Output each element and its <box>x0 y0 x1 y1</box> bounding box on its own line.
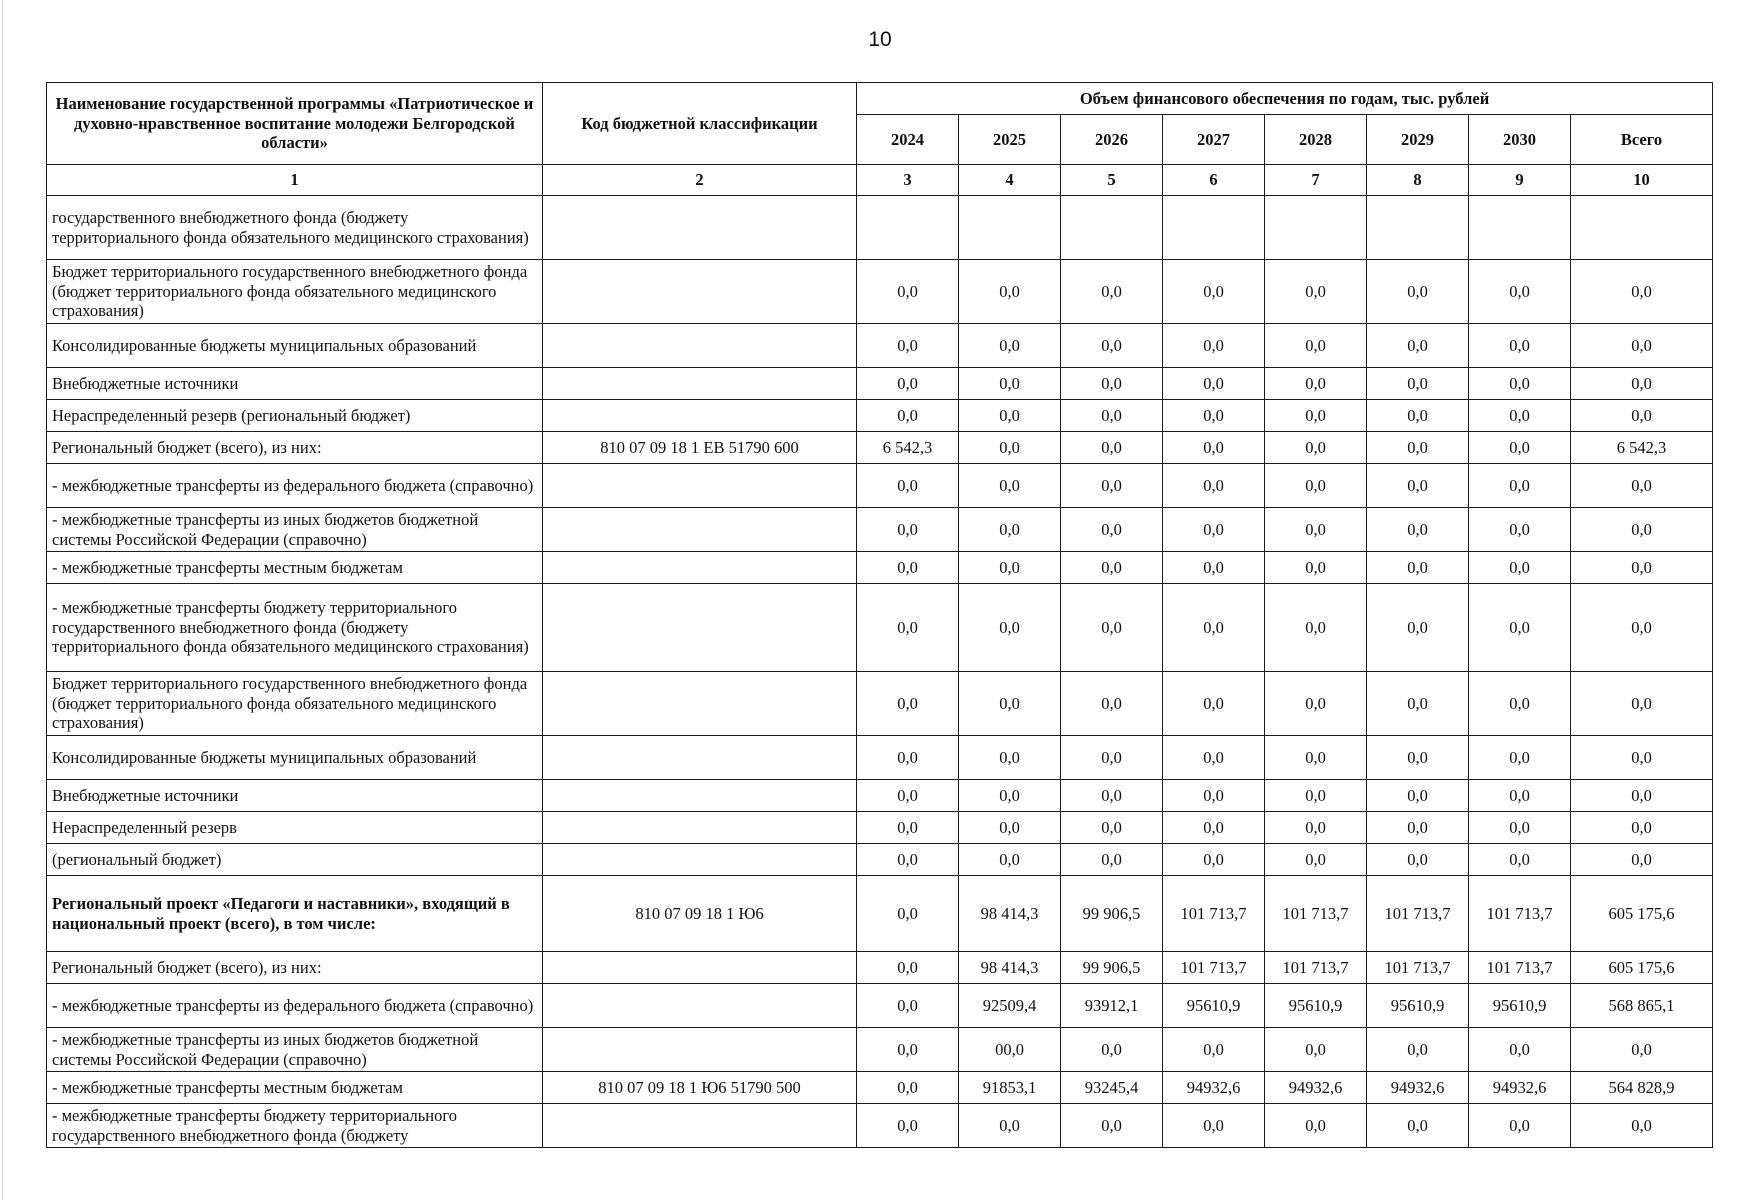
row-value-cell: 00,0 <box>959 1028 1061 1072</box>
row-value-cell: 0,0 <box>1469 464 1571 508</box>
row-value-cell: 94932,6 <box>1469 1072 1571 1104</box>
row-code-cell <box>543 780 857 812</box>
row-name-cell: - межбюджетные трансферты из федерального бюджета (справочно) <box>47 984 543 1028</box>
row-value-cell: 0,0 <box>1163 508 1265 552</box>
header-program-title: Наименование государственной программы «Патриотическое и духовно-нравственное воспитание молодежи Белгородской области» <box>47 83 543 165</box>
row-value-cell: 0,0 <box>857 736 959 780</box>
row-value-cell: 0,0 <box>857 812 959 844</box>
table-row <box>47 432 1713 464</box>
row-code-cell <box>543 812 857 844</box>
row-value-cell: 0,0 <box>1061 400 1163 432</box>
row-name-cell: Бюджет территориального государственного внебюджетного фонда (бюджет территориального фонда обязательного медицинского страхования) <box>47 260 543 324</box>
row-value-cell: 0,0 <box>959 672 1061 736</box>
header-year-cell: 2027 <box>1163 115 1265 165</box>
row-value-cell: 98 414,3 <box>959 876 1061 952</box>
row-value-cell: 0,0 <box>959 844 1061 876</box>
row-value-cell: 101 713,7 <box>1367 876 1469 952</box>
row-value-cell: 0,0 <box>1061 584 1163 672</box>
header-year-cell: 2029 <box>1367 115 1469 165</box>
row-value-cell: 0,0 <box>1061 812 1163 844</box>
row-code-cell <box>543 260 857 324</box>
row-value-cell: 0,0 <box>959 508 1061 552</box>
row-code-cell <box>543 1028 857 1072</box>
header-column-number: 4 <box>959 165 1061 196</box>
table-row <box>47 400 1713 432</box>
row-value-cell: 0,0 <box>959 324 1061 368</box>
row-value-cell: 0,0 <box>1367 552 1469 584</box>
row-value-cell: 0,0 <box>1367 432 1469 464</box>
row-name-cell: государственного внебюджетного фонда (бюджету территориального фонда обязательного медицинского страхования) <box>47 196 543 260</box>
row-value-cell: 0,0 <box>1163 368 1265 400</box>
row-value-cell: 0,0 <box>1163 260 1265 324</box>
row-code-cell <box>543 952 857 984</box>
row-value-cell: 95610,9 <box>1469 984 1571 1028</box>
row-code-cell: 810 07 09 18 1 EB 51790 600 <box>543 432 857 464</box>
header-code-title: Код бюджетной классификации <box>543 83 857 165</box>
row-value-cell: 0,0 <box>959 432 1061 464</box>
row-value-cell: 0,0 <box>1163 780 1265 812</box>
row-name-cell: Региональный бюджет (всего), из них: <box>47 952 543 984</box>
row-value-cell: 0,0 <box>1163 1028 1265 1072</box>
row-code-cell <box>543 196 857 260</box>
row-value-cell: 0,0 <box>1163 432 1265 464</box>
row-value-cell: 0,0 <box>1469 780 1571 812</box>
table-header <box>47 83 1713 196</box>
row-value-cell: 6 542,3 <box>857 432 959 464</box>
row-name-cell: Консолидированные бюджеты муниципальных образований <box>47 324 543 368</box>
row-value-cell: 92509,4 <box>959 984 1061 1028</box>
row-value-cell: 93912,1 <box>1061 984 1163 1028</box>
row-value-cell: 0,0 <box>1571 324 1713 368</box>
row-value-cell: 0,0 <box>1265 324 1367 368</box>
row-value-cell: 0,0 <box>1061 672 1163 736</box>
row-value-cell: 101 713,7 <box>1163 876 1265 952</box>
row-value-cell: 0,0 <box>1265 260 1367 324</box>
header-column-number: 6 <box>1163 165 1265 196</box>
row-value-cell: 0,0 <box>1367 400 1469 432</box>
row-value-cell: 0,0 <box>1265 584 1367 672</box>
row-value-cell: 95610,9 <box>1367 984 1469 1028</box>
budget-table <box>46 82 1713 1148</box>
row-value-cell: 0,0 <box>1571 1104 1713 1148</box>
header-year-cell: 2026 <box>1061 115 1163 165</box>
row-value-cell: 0,0 <box>1367 368 1469 400</box>
row-value-cell: 0,0 <box>1469 324 1571 368</box>
row-value-cell: 0,0 <box>1367 812 1469 844</box>
row-value-cell: 0,0 <box>1061 844 1163 876</box>
row-value-cell: 0,0 <box>1571 812 1713 844</box>
table-row <box>47 844 1713 876</box>
row-value-cell: 605 175,6 <box>1571 876 1713 952</box>
header-year-cell: Всего <box>1571 115 1713 165</box>
table-row <box>47 876 1713 952</box>
row-value-cell: 95610,9 <box>1163 984 1265 1028</box>
table-row <box>47 260 1713 324</box>
row-value-cell: 0,0 <box>1163 464 1265 508</box>
table-row <box>47 1072 1713 1104</box>
table-row <box>47 952 1713 984</box>
row-value-cell: 0,0 <box>1265 1104 1367 1148</box>
row-value-cell: 98 414,3 <box>959 952 1061 984</box>
header-year-cell: 2024 <box>857 115 959 165</box>
row-name-cell: Внебюджетные источники <box>47 780 543 812</box>
row-name-cell: - межбюджетные трансферты местным бюджетам <box>47 552 543 584</box>
row-code-cell <box>543 1104 857 1148</box>
row-name-cell: Внебюджетные источники <box>47 368 543 400</box>
row-name-cell: Нераспределенный резерв <box>47 812 543 844</box>
row-value-cell: 0,0 <box>1163 812 1265 844</box>
row-value-cell: 0,0 <box>1367 260 1469 324</box>
row-value-cell: 568 865,1 <box>1571 984 1713 1028</box>
row-value-cell: 0,0 <box>1469 1028 1571 1072</box>
row-value-cell: 0,0 <box>1265 780 1367 812</box>
row-code-cell: 810 07 09 18 1 Ю6 51790 500 <box>543 1072 857 1104</box>
row-value-cell: 0,0 <box>1469 812 1571 844</box>
row-value-cell: 0,0 <box>1163 400 1265 432</box>
header-year-cell: 2025 <box>959 115 1061 165</box>
row-value-cell: 0,0 <box>1061 508 1163 552</box>
row-code-cell <box>543 464 857 508</box>
row-value-cell: 0,0 <box>1469 1104 1571 1148</box>
table-row <box>47 464 1713 508</box>
row-value-cell: 101 713,7 <box>1163 952 1265 984</box>
row-value-cell: 0,0 <box>1571 584 1713 672</box>
row-value-cell: 0,0 <box>1061 464 1163 508</box>
row-value-cell: 0,0 <box>1469 844 1571 876</box>
row-value-cell: 0,0 <box>1265 1028 1367 1072</box>
row-value-cell <box>1265 196 1367 260</box>
row-value-cell: 0,0 <box>857 780 959 812</box>
header-column-number: 1 <box>47 165 543 196</box>
row-value-cell: 0,0 <box>1265 736 1367 780</box>
row-value-cell: 0,0 <box>1571 844 1713 876</box>
row-value-cell: 0,0 <box>1469 432 1571 464</box>
row-name-cell: Консолидированные бюджеты муниципальных образований <box>47 736 543 780</box>
table-row <box>47 1104 1713 1148</box>
header-year-cell: 2028 <box>1265 115 1367 165</box>
row-value-cell: 101 713,7 <box>1469 952 1571 984</box>
row-value-cell: 0,0 <box>1265 464 1367 508</box>
row-value-cell: 0,0 <box>959 780 1061 812</box>
row-value-cell: 0,0 <box>959 552 1061 584</box>
table-row <box>47 672 1713 736</box>
header-column-number: 5 <box>1061 165 1163 196</box>
table-row <box>47 368 1713 400</box>
row-value-cell: 0,0 <box>857 584 959 672</box>
header-year-cell: 2030 <box>1469 115 1571 165</box>
row-value-cell: 0,0 <box>1061 324 1163 368</box>
row-value-cell: 0,0 <box>857 324 959 368</box>
row-value-cell: 0,0 <box>1061 1104 1163 1148</box>
header-column-number: 8 <box>1367 165 1469 196</box>
row-value-cell: 0,0 <box>1163 672 1265 736</box>
row-name-cell: Бюджет территориального государственного внебюджетного фонда (бюджет территориального фонда обязательного медицинского страхования) <box>47 672 543 736</box>
table-row <box>47 984 1713 1028</box>
row-value-cell: 0,0 <box>857 400 959 432</box>
row-value-cell: 0,0 <box>857 984 959 1028</box>
row-value-cell: 94932,6 <box>1163 1072 1265 1104</box>
row-value-cell: 0,0 <box>1367 780 1469 812</box>
row-value-cell: 0,0 <box>1571 736 1713 780</box>
row-value-cell: 0,0 <box>1265 672 1367 736</box>
header-column-number: 9 <box>1469 165 1571 196</box>
row-value-cell: 0,0 <box>1163 1104 1265 1148</box>
row-value-cell: 0,0 <box>1571 552 1713 584</box>
row-value-cell: 0,0 <box>1367 508 1469 552</box>
row-code-cell <box>543 508 857 552</box>
row-value-cell: 0,0 <box>857 876 959 952</box>
row-value-cell: 0,0 <box>959 260 1061 324</box>
row-name-cell: Региональный проект «Педагоги и наставники», входящий в национальный проект (всего), в том числе: <box>47 876 543 952</box>
row-value-cell: 0,0 <box>1469 736 1571 780</box>
table-row <box>47 508 1713 552</box>
page-number: 10 <box>868 28 892 51</box>
row-value-cell: 101 713,7 <box>1265 952 1367 984</box>
row-value-cell: 94932,6 <box>1367 1072 1469 1104</box>
row-value-cell: 0,0 <box>1571 400 1713 432</box>
row-value-cell: 0,0 <box>1265 552 1367 584</box>
row-value-cell: 0,0 <box>959 368 1061 400</box>
row-value-cell: 93245,4 <box>1061 1072 1163 1104</box>
row-value-cell: 0,0 <box>857 844 959 876</box>
row-value-cell: 0,0 <box>1061 432 1163 464</box>
row-value-cell: 0,0 <box>1469 508 1571 552</box>
row-value-cell: 0,0 <box>1571 260 1713 324</box>
row-name-cell: Региональный бюджет (всего), из них: <box>47 432 543 464</box>
row-value-cell: 101 713,7 <box>1265 876 1367 952</box>
row-value-cell: 0,0 <box>959 400 1061 432</box>
row-value-cell <box>1469 196 1571 260</box>
table-row <box>47 196 1713 260</box>
row-code-cell <box>543 736 857 780</box>
row-value-cell <box>1571 196 1713 260</box>
row-value-cell: 0,0 <box>1265 812 1367 844</box>
row-value-cell: 0,0 <box>1367 584 1469 672</box>
row-value-cell: 101 713,7 <box>1367 952 1469 984</box>
row-value-cell: 0,0 <box>857 552 959 584</box>
row-code-cell <box>543 672 857 736</box>
row-name-cell: (региональный бюджет) <box>47 844 543 876</box>
row-value-cell: 0,0 <box>1571 780 1713 812</box>
row-value-cell: 0,0 <box>1265 432 1367 464</box>
row-value-cell: 0,0 <box>959 1104 1061 1148</box>
row-value-cell: 91853,1 <box>959 1072 1061 1104</box>
row-value-cell: 0,0 <box>959 812 1061 844</box>
row-value-cell <box>959 196 1061 260</box>
row-value-cell: 0,0 <box>1367 464 1469 508</box>
row-value-cell: 0,0 <box>1571 368 1713 400</box>
header-column-number: 3 <box>857 165 959 196</box>
scan-edge-line <box>2 0 3 1200</box>
row-name-cell: Нераспределенный резерв (региональный бюджет) <box>47 400 543 432</box>
row-value-cell: 0,0 <box>1469 552 1571 584</box>
table-row <box>47 584 1713 672</box>
row-value-cell: 0,0 <box>1571 672 1713 736</box>
row-value-cell: 0,0 <box>857 672 959 736</box>
row-code-cell <box>543 844 857 876</box>
row-code-cell <box>543 324 857 368</box>
row-value-cell: 0,0 <box>1163 584 1265 672</box>
row-value-cell: 0,0 <box>857 464 959 508</box>
row-name-cell: - межбюджетные трансферты из иных бюджетов бюджетной системы Российской Федерации (справочно) <box>47 508 543 552</box>
row-value-cell: 0,0 <box>1265 844 1367 876</box>
row-value-cell: 0,0 <box>1061 260 1163 324</box>
row-code-cell: 810 07 09 18 1 Ю6 <box>543 876 857 952</box>
row-value-cell <box>1061 196 1163 260</box>
row-value-cell: 0,0 <box>1469 672 1571 736</box>
row-value-cell: 0,0 <box>1469 584 1571 672</box>
header-column-number: 7 <box>1265 165 1367 196</box>
table-row <box>47 780 1713 812</box>
row-value-cell <box>1367 196 1469 260</box>
row-value-cell: 0,0 <box>1061 368 1163 400</box>
header-column-number: 2 <box>543 165 857 196</box>
row-value-cell: 0,0 <box>1265 368 1367 400</box>
row-name-cell: - межбюджетные трансферты из иных бюджетов бюджетной системы Российской Федерации (справочно) <box>47 1028 543 1072</box>
row-value-cell: 0,0 <box>1367 1104 1469 1148</box>
row-value-cell: 0,0 <box>1061 780 1163 812</box>
row-value-cell: 0,0 <box>1367 1028 1469 1072</box>
row-value-cell: 0,0 <box>1265 508 1367 552</box>
row-value-cell: 0,0 <box>1061 736 1163 780</box>
row-value-cell: 0,0 <box>959 584 1061 672</box>
row-value-cell: 0,0 <box>1367 324 1469 368</box>
row-value-cell: 94932,6 <box>1265 1072 1367 1104</box>
row-value-cell: 0,0 <box>1571 508 1713 552</box>
row-value-cell: 0,0 <box>857 952 959 984</box>
row-name-cell: - межбюджетные трансферты местным бюджетам <box>47 1072 543 1104</box>
header-column-number: 10 <box>1571 165 1713 196</box>
table-row <box>47 1028 1713 1072</box>
row-value-cell: 0,0 <box>1367 672 1469 736</box>
table-row <box>47 812 1713 844</box>
row-value-cell <box>1163 196 1265 260</box>
row-name-cell: - межбюджетные трансферты из федерального бюджета (справочно) <box>47 464 543 508</box>
row-value-cell: 0,0 <box>959 464 1061 508</box>
row-value-cell: 0,0 <box>1571 1028 1713 1072</box>
row-value-cell: 0,0 <box>1265 400 1367 432</box>
row-code-cell <box>543 368 857 400</box>
row-value-cell: 0,0 <box>1163 324 1265 368</box>
row-code-cell <box>543 400 857 432</box>
table-row <box>47 324 1713 368</box>
row-value-cell: 0,0 <box>1163 552 1265 584</box>
row-value-cell: 0,0 <box>1469 260 1571 324</box>
row-value-cell: 0,0 <box>1367 736 1469 780</box>
row-value-cell: 0,0 <box>857 368 959 400</box>
row-value-cell: 564 828,9 <box>1571 1072 1713 1104</box>
row-value-cell: 0,0 <box>1469 368 1571 400</box>
row-value-cell <box>857 196 959 260</box>
row-value-cell: 101 713,7 <box>1469 876 1571 952</box>
row-value-cell: 0,0 <box>1163 736 1265 780</box>
row-value-cell: 0,0 <box>857 260 959 324</box>
row-value-cell: 0,0 <box>857 1104 959 1148</box>
table-row <box>47 552 1713 584</box>
row-value-cell: 0,0 <box>1061 1028 1163 1072</box>
table-body <box>47 196 1713 1148</box>
row-value-cell: 0,0 <box>857 1028 959 1072</box>
row-value-cell: 605 175,6 <box>1571 952 1713 984</box>
row-code-cell <box>543 584 857 672</box>
header-volume-title: Объем финансового обеспечения по годам, тыс. рублей <box>857 83 1713 115</box>
row-value-cell: 6 542,3 <box>1571 432 1713 464</box>
header-column-numbers-row <box>47 165 1713 196</box>
row-value-cell: 0,0 <box>1367 844 1469 876</box>
row-value-cell: 0,0 <box>1163 844 1265 876</box>
row-value-cell: 0,0 <box>1571 464 1713 508</box>
row-value-cell: 0,0 <box>857 1072 959 1104</box>
row-value-cell: 99 906,5 <box>1061 876 1163 952</box>
row-value-cell: 95610,9 <box>1265 984 1367 1028</box>
row-code-cell <box>543 984 857 1028</box>
row-value-cell: 99 906,5 <box>1061 952 1163 984</box>
row-value-cell: 0,0 <box>959 736 1061 780</box>
row-name-cell: - межбюджетные трансферты бюджету территориального государственного внебюджетного фонда (бюджету территориального фонда обязательного медицинского страхования) <box>47 584 543 672</box>
row-value-cell: 0,0 <box>1469 400 1571 432</box>
row-name-cell: - межбюджетные трансферты бюджету территориального государственного внебюджетного фонда (бюджету <box>47 1104 543 1148</box>
row-value-cell: 0,0 <box>1061 552 1163 584</box>
table-row <box>47 736 1713 780</box>
row-code-cell <box>543 552 857 584</box>
row-value-cell: 0,0 <box>857 508 959 552</box>
